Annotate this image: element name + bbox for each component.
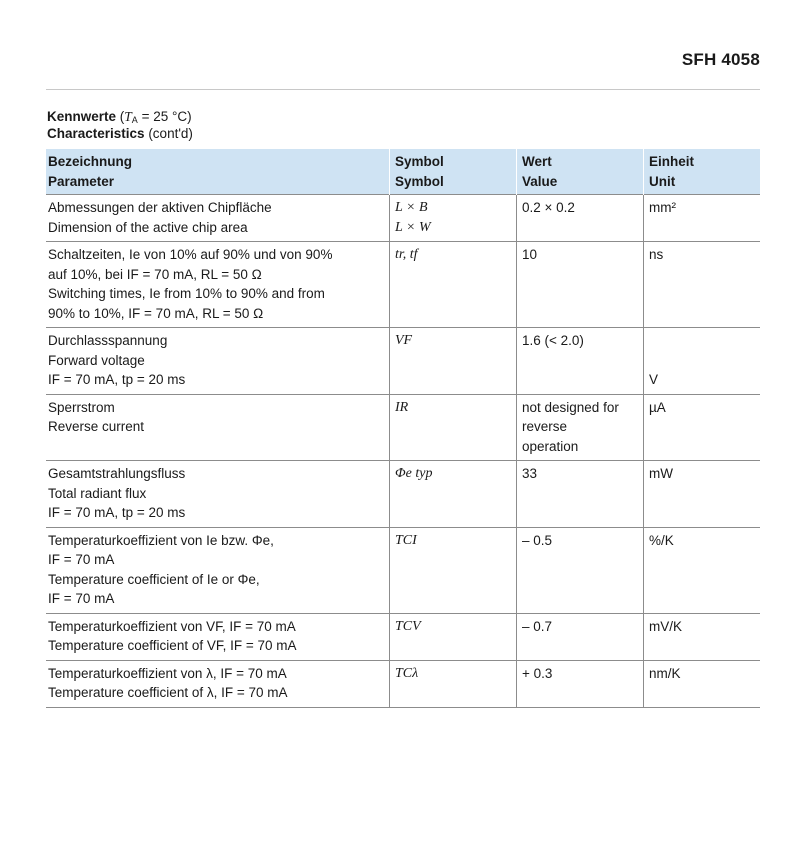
header-value-en: Value (522, 173, 558, 189)
header-name-de: Bezeichnung (48, 154, 133, 169)
text-line: VF (395, 333, 413, 348)
table-row (46, 328, 760, 395)
cell-value (517, 195, 644, 242)
spacer (649, 351, 757, 371)
text-line: 33 (522, 466, 538, 481)
text-line: IF = 70 mA, tp = 20 ms (48, 505, 186, 520)
text-line: Temperature coefficient of VF, IF = 70 mA (48, 638, 297, 653)
text-line: Switching times, Ie from 10% to 90% and from (48, 286, 325, 301)
header-symbol-de: Symbol (395, 154, 444, 169)
cell-value (517, 328, 644, 395)
text-line: Forward voltage (48, 352, 145, 368)
table-header-row (46, 149, 760, 195)
text-line: 10 (522, 247, 538, 262)
caption-cond-rest: = 25 °C) (137, 109, 192, 124)
cell-parameter (46, 242, 390, 328)
text-line: TCV (395, 618, 421, 634)
text-line: Durchlassspannung (48, 333, 168, 348)
caption-cond-symbol: T (124, 109, 132, 124)
text-line: Φe typ (395, 466, 433, 481)
cell-symbol (390, 394, 517, 461)
header-symbol-en: Symbol (395, 173, 444, 189)
cell-unit: mm² (644, 195, 761, 242)
text-line: L × W (395, 219, 431, 235)
caption-cond-open: ( (116, 109, 125, 124)
text-line: reverse (522, 419, 568, 434)
table-row (46, 613, 760, 660)
cell-value (517, 613, 644, 660)
text-line: Temperature coefficient of λ, IF = 70 mA (48, 685, 288, 700)
caption-line-2 (47, 125, 193, 142)
caption-title-de: Kennwerte (47, 109, 117, 124)
cell-unit: µA (644, 394, 761, 461)
cell-symbol (390, 195, 517, 242)
text-line: tr, tf (395, 247, 418, 262)
cell-symbol (390, 242, 517, 328)
text-line: Sperrstrom (48, 399, 115, 415)
text-line: TCI (395, 532, 417, 548)
header-value (517, 149, 644, 195)
text-line: IF = 70 mA, tp = 20 ms (48, 372, 186, 387)
cell-parameter (46, 660, 390, 707)
text-line: IF = 70 mA (48, 552, 115, 567)
cell-parameter (46, 527, 390, 613)
part-number: SFH 4058 (681, 50, 760, 69)
unit-text: V (649, 372, 659, 387)
header-parameter (46, 149, 390, 195)
cell-value (517, 242, 644, 328)
cell-unit: ns (644, 242, 761, 328)
text-line: + 0.3 (522, 665, 553, 681)
text-line: auf 10%, bei IF = 70 mA, RL = 50 Ω (48, 266, 262, 282)
text-line: Total radiant flux (48, 485, 147, 501)
caption-line-1 (47, 108, 193, 125)
text-line: – 0.5 (522, 532, 553, 548)
cell-value (517, 527, 644, 613)
cell-unit (644, 328, 761, 395)
text-line: 0.2 × 0.2 (522, 200, 575, 215)
header-unit (644, 149, 761, 195)
header-divider (46, 89, 760, 90)
cell-parameter (46, 613, 390, 660)
text-line: IF = 70 mA (48, 591, 115, 606)
text-line: TCλ (395, 665, 419, 681)
header-unit-de: Einheit (649, 154, 695, 169)
header-symbol (390, 149, 517, 195)
text-line: Temperaturkoeffizient von VF, IF = 70 mA (48, 618, 296, 634)
cell-value (517, 461, 644, 528)
spacer (649, 331, 757, 351)
text-line: – 0.7 (522, 618, 553, 634)
table-row (46, 527, 760, 613)
table-row (46, 242, 760, 328)
cell-value (517, 660, 644, 707)
text-line: Reverse current (48, 419, 145, 434)
cell-parameter (46, 394, 390, 461)
text-line: Temperaturkoeffizient von Ie bzw. Φe, (48, 532, 274, 548)
cell-symbol (390, 660, 517, 707)
cell-parameter (46, 461, 390, 528)
cell-symbol (390, 328, 517, 395)
text-line: Abmessungen der aktiven Chipfläche (48, 200, 272, 215)
cell-symbol (390, 527, 517, 613)
text-line: 90% to 10%, IF = 70 mA, RL = 50 Ω (48, 305, 264, 321)
text-line: Temperature coefficient of Ie or Φe, (48, 571, 260, 587)
table-row (46, 195, 760, 242)
header-name-en: Parameter (48, 173, 115, 189)
table-row (46, 461, 760, 528)
cell-parameter (46, 328, 390, 395)
text-line: operation (522, 438, 579, 454)
caption-cont: (cont'd) (144, 126, 193, 141)
cell-unit: %/K (644, 527, 761, 613)
text-line: L × B (395, 200, 428, 215)
cell-parameter (46, 195, 390, 242)
text-line: not designed for (522, 399, 619, 415)
text-line: Schaltzeiten, Ie von 10% auf 90% und von 90% (48, 247, 333, 262)
cell-symbol (390, 461, 517, 528)
caption-cond-sub: A (131, 115, 138, 125)
header-unit-en: Unit (649, 173, 676, 189)
header-value-de: Wert (522, 154, 552, 169)
cell-unit: nm/K (644, 660, 761, 707)
characteristics-table (46, 149, 760, 708)
text-line: IR (395, 399, 409, 415)
cell-unit: mV/K (644, 613, 761, 660)
cell-unit: mW (644, 461, 761, 528)
table-caption (47, 108, 193, 142)
text-line: Dimension of the active chip area (48, 219, 248, 235)
text-line: Temperaturkoeffizient von λ, IF = 70 mA (48, 665, 287, 681)
caption-title-en: Characteristics (47, 126, 145, 141)
cell-value (517, 394, 644, 461)
table-row (46, 660, 760, 707)
table-row (46, 394, 760, 461)
cell-symbol (390, 613, 517, 660)
text-line: 1.6 (< 2.0) (522, 333, 584, 348)
text-line: Gesamtstrahlungsfluss (48, 466, 186, 481)
